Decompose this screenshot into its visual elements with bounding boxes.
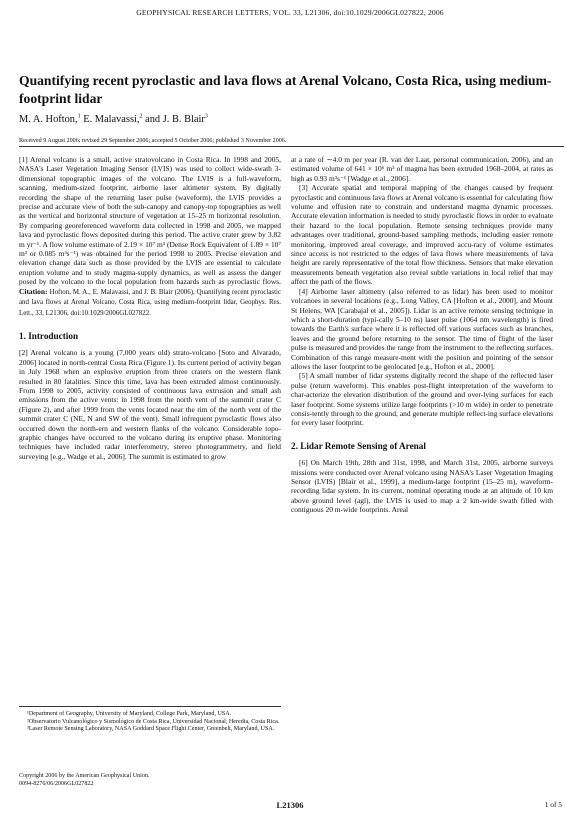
paragraph-5: [5] A small number of lidar systems digitally record the shape of the reflected laser pulse (return waveform). This enables post-flight interpretation of the waveform to char-acterize the elevation distribution of the ground and over-lying surfaces for each laser footprint. Some systems utilize large footprints (>10 m wide) in order to penetrate consis-tently through to the ground, and generate multiple reflect-ing surface elevations for every laser footprint.: [291, 371, 553, 428]
article-title: Quantifying recent pyroclastic and lava flows at Arenal Volcano, Costa Rica, using medium-footprint lidar: [19, 73, 552, 106]
citation-text: Hofton, M. A., E. Malavassi, and J. B. Blair (2006), Quantifying recent pyroclastic and lava flows at Arenal Volcano, Costa Rica, using medium-footprint lidar, Geophys. Res. Lett., 33, L21306, doi:10.1029/2006GL027822.: [19, 288, 282, 317]
author-name: and J. B. Blair: [145, 114, 205, 125]
journal-header: GEOPHYSICAL RESEARCH LETTERS, VOL. 33, L21306, doi:10.1029/2006GL027822, 2006: [136, 8, 444, 17]
article-id-footer: L21306: [276, 800, 304, 810]
citation-label: Citation:: [19, 286, 48, 296]
section-title-lidar: 2. Lidar Remote Sensing of Arenal: [291, 440, 426, 451]
received-dates: Received 9 August 2006; revised 29 September 2006; accepted 5 October 2006; published 3 November 2006.: [19, 138, 564, 147]
section-title-introduction: 1. Introduction: [19, 330, 79, 341]
affiliation-footnotes: [19, 706, 281, 734]
abstract-paragraph: [19, 155, 281, 318]
right-column: [291, 155, 553, 515]
footnote: ³Laser Remote Sensing Laboratory, NASA Goddard Space Flight Center, Greenbelt, Maryland, USA.: [27, 726, 275, 733]
author-name: M. A. Hofton,: [19, 114, 78, 125]
copyright-line: Copyright 2006 by the American Geophysical Union.: [19, 773, 150, 779]
copyright-notice: [19, 773, 281, 788]
left-column: [19, 155, 281, 461]
abstract-text: [1] Arenal volcano is a small, active stratovolcano in Costa Rica. In 1998 and 2005, NASA's Laser Vegetation Imaging Sensor (LVIS) was used to collect wide-swath 3-dimensional topographic images of the volcano. The LVIS is a full-waveform, scanning, medium-sized footprint, airborne laser altimeter system. By digitally recording the shape of the returning laser pulse (waveform), the LVIS provides a precise and accurate view of both the sub-canopy and canopy-top topographies as well as the vertical and horizontal structure of vegetation at 15–25 m horizontal resolution. By comparing georeferenced waveform data collected in 1998 and 2005, we mapped lava and pyroclastic flows deposited during this period. The active crater grew by 3.82 m yr⁻¹. A flow volume estimate of 2.19 × 10⁷ m³ (Dense Rock Equivalent of 1.89 × 10⁷ m³ or 0.085 m³s⁻¹) was obtained for the period 1998 to 2005. Precise elevation and elevation change data such as those provided by the LVIS are essential to calculate eruption volume and to study magma-supply dynamics, as well as assess the danger posed by the volcano to the local population from hazards such as pyroclastic flows.: [19, 155, 281, 287]
paragraph-3: [3] Accurate spatial and temporal mapping of the changes caused by frequent pyroclastic and continuous lava flows at Arenal volcano is essential for calculating flow volume and effusion rate to constrain and understand magma dynamic processes. Accurate elevation information is needed to study pyroclastic flows in order to evaluate their hazard to the local population. Remote sensing techniques provide many advantages over traditional, ground-based sampling methods, including easier remote monitoring, improved areal coverage, and improved accu-racy of volume estimates since access is not restricted to the edges of lava flows where measurements of lava height are rarely representative of the total flow thickness. Sensors that make elevation measurements beneath vegetation also reveal subtle variations in local relief that may affect the path of the flows.: [291, 183, 553, 287]
author-affiliation-mark: 3: [204, 113, 208, 120]
paragraph-2-continued: at a rate of ∼4.0 m per year (R. van der Laat, personal communication, 2006), and an estimated volume of 641 × 10⁶ m³ of magma has been extruded 1968–2004, at rates as high as 0.93 m³s⁻¹ [Wadge et al., 2006].: [291, 155, 553, 183]
paragraph-4: [4] Airborne laser altimetry (also referred to as lidar) has been used to monitor volcanoes in several locations (e.g., Long Valley, CA [Hofton et al., 2000], and Mount St Helens, WA [Carabajal et al., 2005]). Lidar is an active remote sensing technique in which a short-duration (typi-cally 5–10 ns) laser pulse (1064 nm wavelength) is fired towards the Earth's surface where it is reflected off various surfaces such as branches, leaves and the ground before returning to the sensor. The time of flight of the laser pulse is measured and provides the range from the instrument to the reflecting surfaces. Combination of this range measure-ment with the position and pointing of the sensor allows the laser footprint to be geolocated [e.g., Hofton et al., 2000].: [291, 286, 553, 371]
footnote: ¹Department of Geography, University of Maryland, College Park, Maryland, USA.: [27, 711, 232, 717]
author-affiliation-mark: 1: [77, 113, 81, 120]
author-affiliation-mark: 2: [139, 113, 143, 120]
paragraph-6: [6] On March 19th, 28th and 31st, 1998, and March 31st, 2005, airborne surveys missions were conducted over Arenal volcano using NASA's Laser Vegetation Imaging Sensor (LVIS) [Blair et al., 1999], a medium-large footprint (15–25 m), waveform-recording lidar system. In its current, nominal operating mode at an altitude of 10 km above ground level (agl), the LVIS is used to map a 2 km-wide swath filled with contiguous 20 m-wide footprints. Areal: [291, 458, 553, 515]
author-name: E. Malavassi,: [83, 114, 140, 125]
author-list: [19, 114, 564, 125]
paragraph-2: [2] Arenal volcano is a young (7,000 years old) strato-volcano [Soto and Alvarado, 2006] located in north-central Costa Rica (Figure 1). Its current period of activity began in July 1968 when an explosive eruption from three craters on the western flank resulted in 80 fatalities. Since this time, lava has been extruded almost continuously. From 1998 to 2005, activity consisted of continuous lava extrusion and small ash emissions from the active vents: in 1998 from the north vent of the summit crater C (Figure 2), and after 1999 from the vents located near the rim of the north vent of the summit crater C (NE, N and SW of the vent). Small infrequent pyroclastic flows also occurred down the north-ern and western flanks of the volcano. Considerable topo-graphic changes have occurred to the volcano during its eruptive phase. Monitoring techniques have included radar interferometry, stereo photogrammetry, and field surveying [e.g., Wadge et al., 2006]. The summit is estimated to grow: [19, 348, 281, 461]
issn-line: 0094-8276/06/2006GL027822: [19, 780, 94, 787]
footnote: ²Observatorio Vulcanológico y Sismológico de Costa Rica, Universidad Nacional, Heredia, Costa Rica.: [27, 718, 280, 725]
page-number: 1 of 5: [544, 800, 562, 809]
